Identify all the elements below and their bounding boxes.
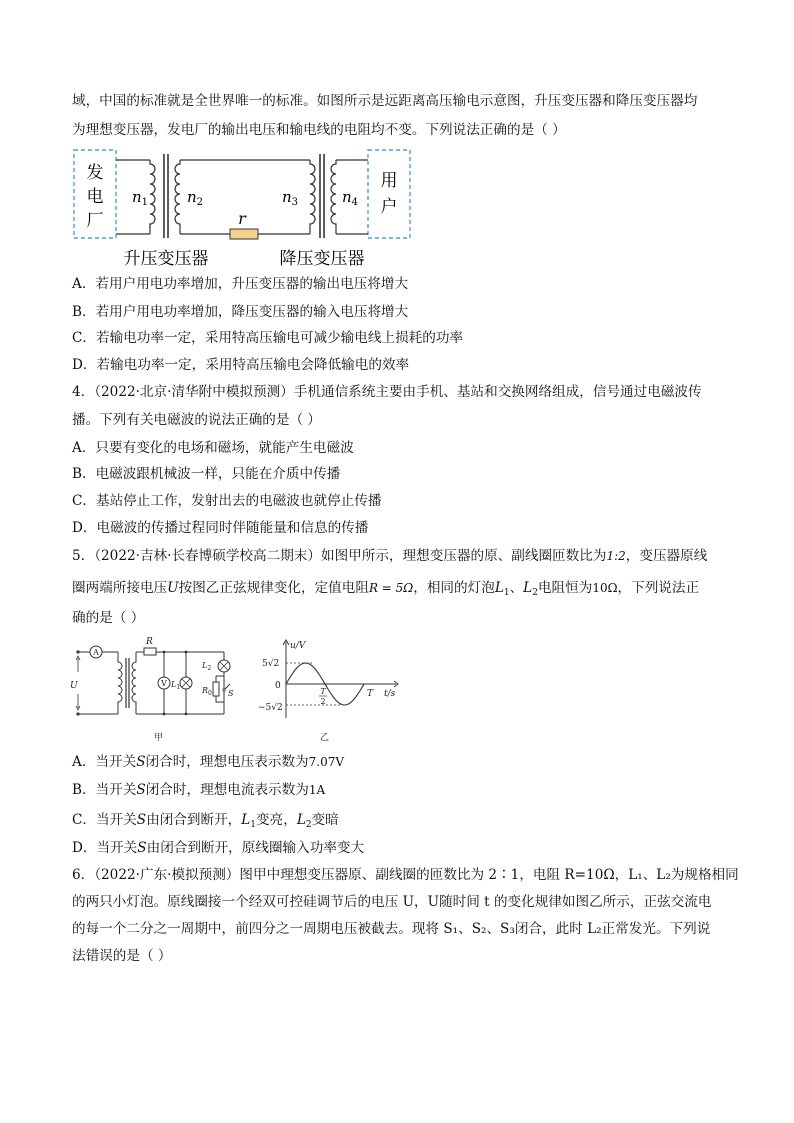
label-n1: $n_1$ <box>132 188 149 208</box>
q4-stem-line2: 播。下列有关电磁波的说法正确的是（ ） <box>72 412 322 428</box>
figure-jia-label: 甲 <box>154 733 164 743</box>
graph-zero-label: 0 <box>275 681 281 691</box>
q3-option-c: C．若输电功率一定，采用特高压输电可减少输电线上损耗的功率 <box>72 330 464 346</box>
user-char-2: 户 <box>380 197 398 217</box>
q6-stem-line1: 6．（2022·广东·模拟预测）图甲中理想变压器原、副线圈的匝数比为 2∶1，电阻 R=10Ω，L₁、L₂为规格相同 <box>72 867 739 883</box>
resistor-r-label: r <box>238 209 246 228</box>
q4-option-c: C．基站停止工作，发射出去的电磁波也就停止传播 <box>72 493 382 509</box>
step-up-label: 升压变压器 <box>123 249 209 269</box>
q5-stem-line1: 5．（2022·吉林·长春博硕学校高二期末）如图甲所示，理想变压器的原、副线圈匝数比为1:2，变压器原线 <box>72 548 708 564</box>
user-char-1: 用 <box>380 171 398 191</box>
graph-half-den: 2 <box>320 697 326 706</box>
q5-stem-line2: 圈两端所接电压U按图乙正弦规律变化，定值电阻R = 5Ω，相同的灯泡$L_1$、$L_2$电阻恒为10Ω，下列说法正 <box>72 580 700 598</box>
plant-char-2: 电 <box>86 187 104 207</box>
user-box <box>368 150 410 238</box>
primary-coil-icon <box>118 652 122 714</box>
coil-n2-icon <box>175 160 180 234</box>
coil-n3-icon <box>310 160 315 234</box>
q6-stem-line3: 的每一个二分之一周期中，前四分之一周期电压被截去。现将 S₁、S₂、S₃闭合，此时 L₂正常发光。下列说 <box>72 921 711 937</box>
graph-tlabel: t/s <box>384 689 396 699</box>
q6-stem-line4: 法错误的是（ ） <box>72 948 172 964</box>
q4-option-a: A．只要有变化的电场和磁场，就能产生电磁波 <box>72 440 354 456</box>
switch-S-label: S <box>228 689 234 698</box>
q6-stem-line2: 的两只小灯泡。原线圈接一个经双可控硅调节后的电压 U，U随时间 t 的变化规律如图乙所示，正弦交流电 <box>72 894 712 910</box>
input-voltage-label: U <box>70 681 78 691</box>
q5-stem-line3: 确的是（ ） <box>72 610 145 626</box>
q5-option-d: D．当开关S由闭合到断开，原线圈输入功率变大 <box>72 840 365 856</box>
q3-option-b: B．若用户用电功率增加，降压变压器的输入电压将增大 <box>72 304 409 320</box>
resistor-R-icon <box>144 648 156 655</box>
q5-option-a: A．当开关S闭合时，理想电压表示数为7.07V <box>72 754 345 770</box>
q5-figure <box>68 636 408 744</box>
step-down-label: 降压变压器 <box>279 249 365 269</box>
ammeter-label: A <box>93 648 99 657</box>
graph-half-period-label: T <box>320 687 326 696</box>
q4-stem-line1: 4．（2022·北京·清华附中模拟预测）手机通信系统主要由手机、基站和交换网络组成，信号通过电磁波传 <box>72 384 702 400</box>
q4-option-d: D．电磁波的传播过程同时伴随能量和信息的传播 <box>72 520 369 536</box>
primary-wires <box>78 652 118 714</box>
q5-option-b: B．当开关S闭合时，理想电流表示数为1A <box>72 782 326 798</box>
lamp-L2-label: $L_2$ <box>202 661 212 672</box>
voltmeter-label: V <box>161 679 167 688</box>
coil-n1-icon <box>150 160 155 228</box>
resistor-r-icon <box>230 229 258 239</box>
resistor-R-label: R <box>146 637 153 647</box>
label-n4: $n_4$ <box>342 188 359 208</box>
resistor-R0-label: $R_0$ <box>202 686 212 697</box>
graph-period-label: T <box>367 689 374 699</box>
q5-option-c: C．当开关S由闭合到断开，$L_1$变亮，$L_2$变暗 <box>72 812 339 830</box>
graph-ybot-label: −5√2 <box>258 703 283 713</box>
q3-option-a: A．若用户用电功率增加，升压变压器的输出电压将增大 <box>72 276 409 292</box>
resistor-R0-icon <box>213 682 219 696</box>
q4-option-b: B．电磁波跟机械波一样，只能在介质中传播 <box>72 466 341 482</box>
q3-stem-line1: 域，中国的标准就是全世界唯一的标准。如图所示是远距离高压输电示意图，升压变压器和降压变压器均 <box>72 93 698 109</box>
coil-n4-icon <box>331 160 336 234</box>
graph-ytop-label: 5√2 <box>262 659 280 669</box>
graph-ylabel: u/V <box>290 641 306 651</box>
label-n3: $n_3$ <box>282 188 299 208</box>
q3-option-d: D．若输电功率一定，采用特高压输电会降低输电的效率 <box>72 357 410 373</box>
q3-stem-line2: 为理想变压器，发电厂的输出电压和输电线的电阻均不变。下列说法正确的是（ ） <box>72 122 566 138</box>
plant-char-3: 厂 <box>86 211 104 231</box>
secondary-coil-icon <box>132 652 136 714</box>
label-n2: $n_2$ <box>187 188 204 208</box>
lamp-L1-label: $L_1$ <box>171 680 181 691</box>
transmission-diagram <box>70 146 420 270</box>
figure-yi-label: 乙 <box>320 733 330 743</box>
plant-char-1: 发 <box>86 163 104 183</box>
